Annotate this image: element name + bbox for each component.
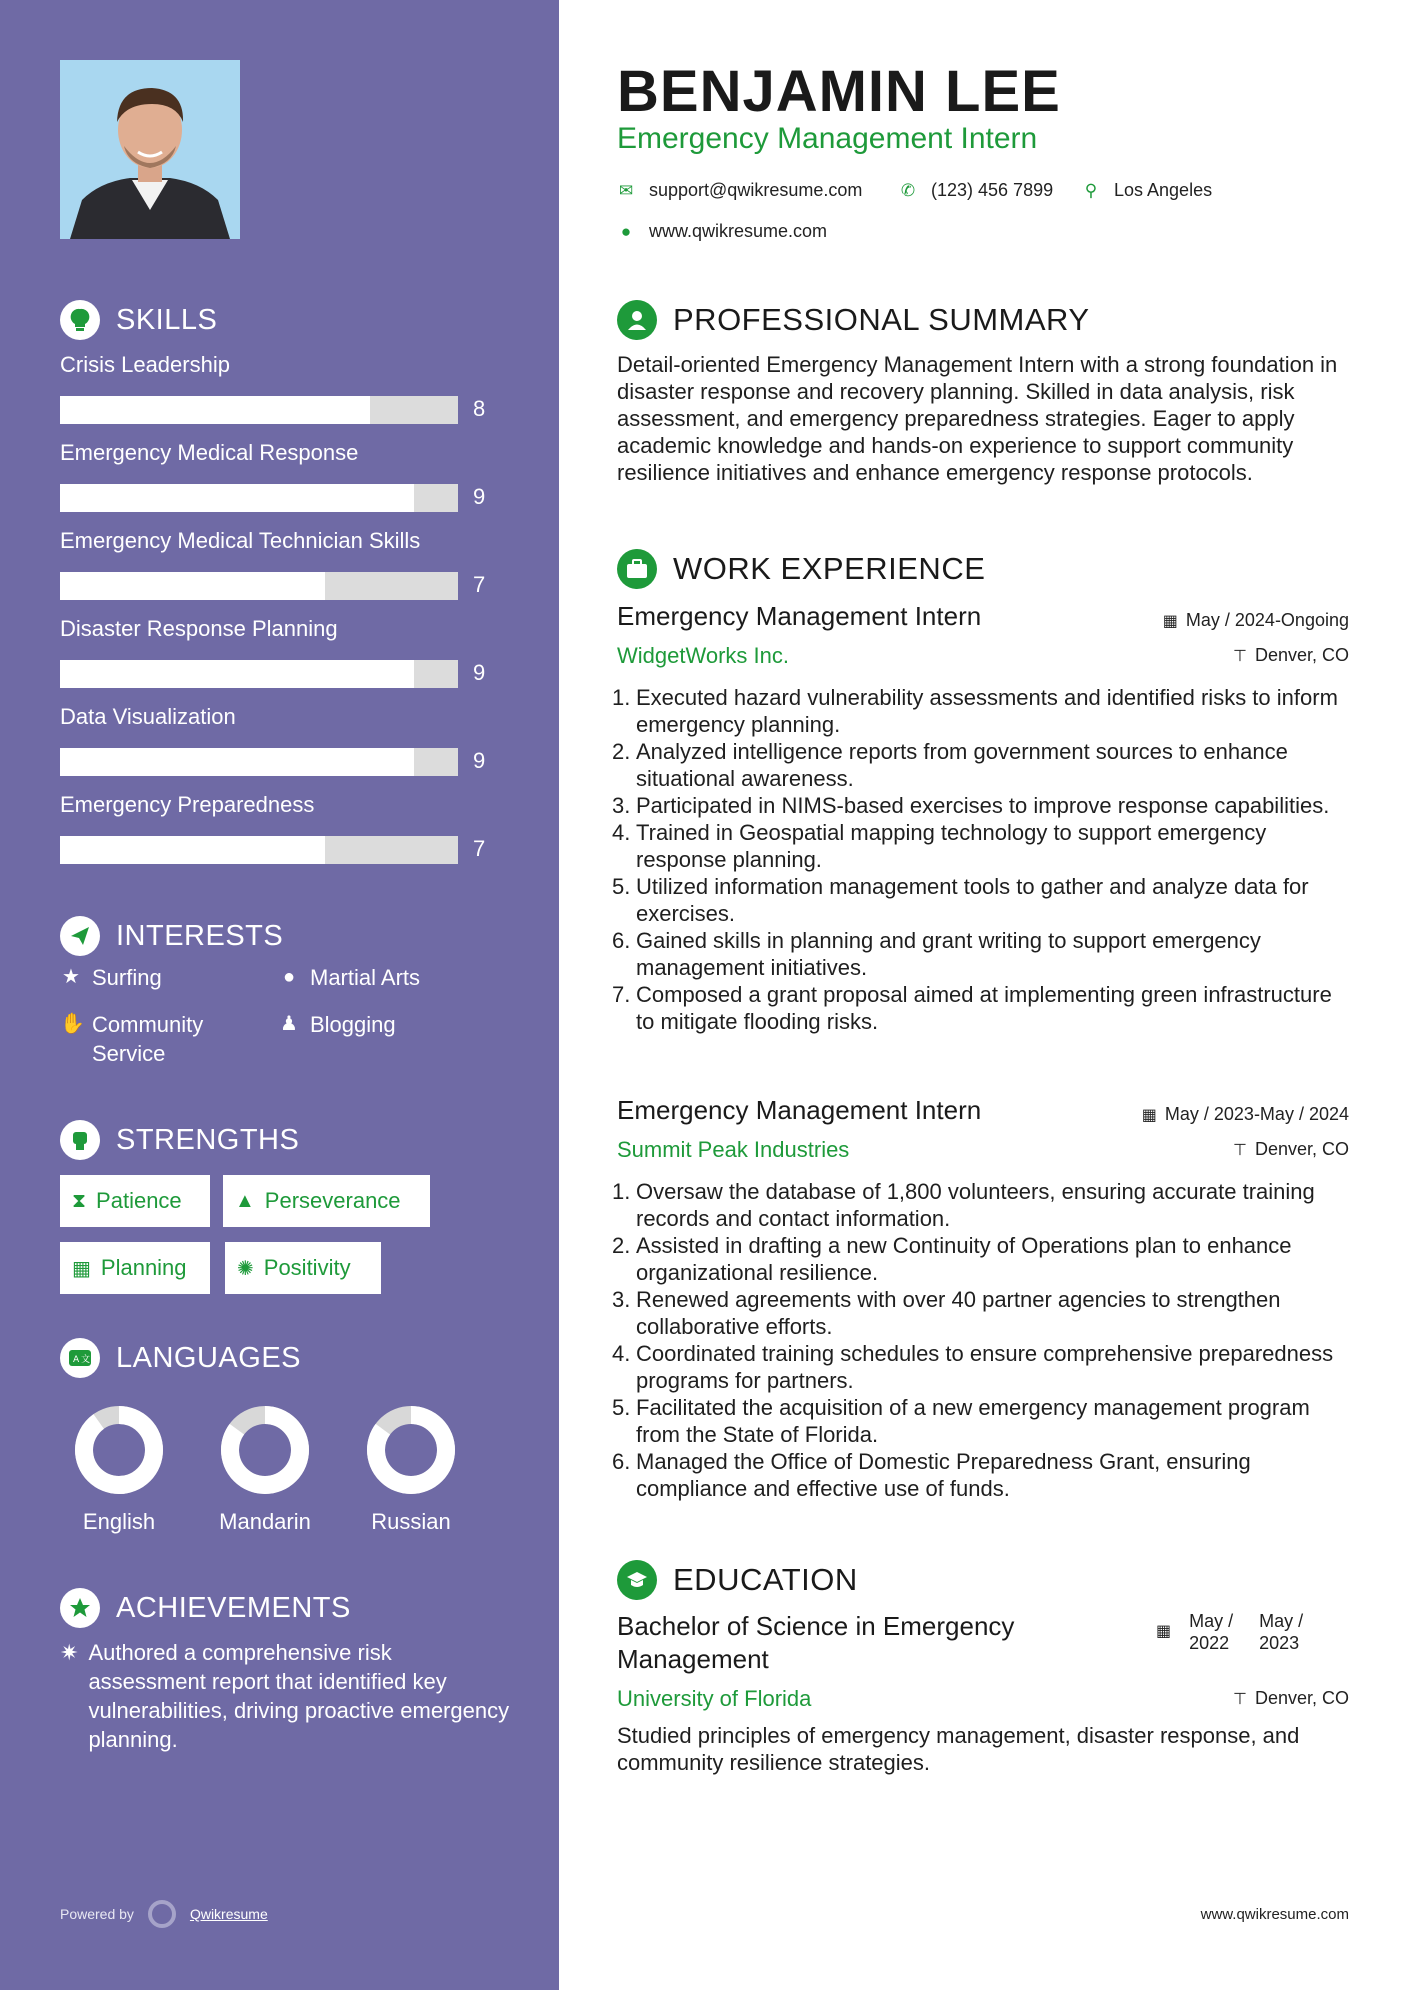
skill-name: Emergency Preparedness	[60, 792, 315, 817]
skill-item	[60, 616, 500, 685]
job-bullet	[612, 1394, 1352, 1448]
bullet-number: 2.	[612, 1233, 631, 1258]
skill-value: 9	[473, 484, 486, 509]
education-degree: Bachelor of Science in Emergency Management	[617, 1611, 1015, 1674]
skill-bar	[60, 836, 458, 864]
user-icon	[617, 300, 657, 340]
skill-bar-fill	[60, 572, 325, 600]
bullet-number: 5.	[612, 1395, 631, 1420]
skill-value: 9	[473, 660, 486, 685]
calendar-icon: ▦	[1141, 1106, 1157, 1124]
job-company: WidgetWorks Inc.	[617, 643, 789, 668]
bullet-text: Gained skills in planning and grant writing to support emergency management initiatives.	[636, 928, 1261, 980]
powered-by-text: Powered by	[60, 1906, 134, 1922]
education-description: Studied principles of emergency management, disaster response, and community resilience strategies.	[617, 1723, 1300, 1775]
job-dates	[1142, 1104, 1349, 1125]
strength-badge	[60, 1175, 210, 1227]
svg-text:文: 文	[81, 1355, 91, 1365]
sidebar	[0, 0, 559, 1990]
job-title: Emergency Management Intern	[617, 601, 982, 631]
pin-icon: ⊤	[1233, 1141, 1247, 1159]
language-level-ring	[74, 1405, 164, 1495]
experience-heading-text: WORK EXPERIENCE	[673, 551, 986, 586]
road-icon: ▲	[235, 1189, 255, 1212]
education-end: May / 2023	[1259, 1611, 1304, 1653]
interest-item	[278, 1010, 396, 1039]
skill-name: Disaster Response Planning	[60, 616, 338, 641]
bullet-text: Trained in Geospatial mapping technology to support emergency response planning.	[636, 820, 1267, 872]
job-dates	[1163, 610, 1349, 631]
strengths-heading-text: STRENGTHS	[116, 1123, 300, 1156]
powered-by	[60, 1900, 268, 1928]
job-bullet	[612, 873, 1352, 927]
education-heading-text: EDUCATION	[673, 1562, 858, 1597]
hourglass-icon: ⧗	[72, 1189, 87, 1212]
summary-heading-text: PROFESSIONAL SUMMARY	[673, 302, 1090, 337]
job-bullet	[612, 981, 1352, 1035]
skill-item	[60, 528, 500, 597]
bullet-text: Participated in NIMS-based exercises to improve response capabilities.	[636, 793, 1330, 818]
contact-email	[617, 180, 862, 201]
education-school: University of Florida	[617, 1686, 812, 1711]
bullet-text: Renewed agreements with over 40 partner agencies to strengthen collaborative efforts.	[636, 1287, 1281, 1339]
bullet-number: 3.	[612, 1287, 631, 1312]
job-title: Emergency Management Intern	[617, 1095, 982, 1125]
lightbulb-icon	[60, 300, 100, 340]
job-dates-text: May / 2023-May / 2024	[1164, 1104, 1349, 1124]
skill-item	[60, 792, 500, 861]
skill-value: 7	[473, 836, 486, 861]
experience-heading	[617, 549, 985, 589]
candidate-name: BENJAMIN LEE	[617, 59, 1061, 124]
skill-bar	[60, 396, 458, 424]
bullet-number: 5.	[612, 874, 631, 899]
strength-badge	[223, 1175, 430, 1227]
achievement-item	[60, 1638, 510, 1754]
svg-text:A: A	[73, 1355, 80, 1365]
award-icon	[60, 1588, 100, 1628]
language-item	[64, 1405, 174, 1535]
map-marker-icon: ⚲	[1084, 180, 1098, 200]
users-icon: ♟	[280, 1013, 298, 1035]
achievements-heading	[60, 1588, 351, 1628]
interest-item	[60, 1010, 240, 1068]
candidate-role: Emergency Management Intern	[617, 122, 1038, 155]
interest-label: Blogging	[310, 1012, 396, 1037]
education-start: May / 2022	[1189, 1611, 1234, 1653]
qwikresume-link[interactable]: Qwikresume	[189, 1906, 268, 1922]
interest-label: Surfing	[92, 965, 162, 990]
job-dates-text: May / 2024-Ongoing	[1185, 610, 1349, 630]
bullet-number: 1.	[612, 1179, 631, 1204]
bullet-number: 4.	[612, 1341, 631, 1366]
interests-heading-text: INTERESTS	[116, 919, 284, 952]
skill-bar	[60, 660, 458, 688]
pin-icon: ⊤	[1233, 1690, 1247, 1708]
skill-item	[60, 704, 500, 773]
bullet-number: 7.	[612, 982, 631, 1007]
bullet-number: 1.	[612, 685, 631, 710]
bullet-number: 2.	[612, 739, 631, 764]
contact-website	[617, 221, 827, 242]
job-bullet	[612, 1340, 1352, 1394]
job-bullet	[612, 1178, 1352, 1232]
job-bullet	[612, 819, 1352, 873]
job-company: Summit Peak Industries	[617, 1137, 850, 1162]
fist-icon	[60, 1120, 100, 1160]
language-label: English	[82, 1509, 156, 1534]
job-location	[1233, 645, 1349, 666]
sun-icon: ✺	[237, 1257, 254, 1280]
bullet-text: Managed the Office of Domestic Preparedness Grant, ensuring compliance and effective use of funds.	[636, 1449, 1251, 1501]
achievements-heading-text: ACHIEVEMENTS	[116, 1591, 351, 1624]
website-text[interactable]: www.qwikresume.com	[649, 221, 828, 241]
languages-heading	[60, 1338, 301, 1378]
interest-label: Community Service	[92, 1012, 204, 1066]
job-bullets	[612, 684, 1352, 1035]
bullet-text: Coordinated training schedules to ensure comprehensive preparedness programs for partners.	[636, 1341, 1334, 1393]
qwikresume-logo-icon	[148, 1900, 176, 1928]
paper-plane-icon	[60, 916, 100, 956]
contact-location	[1082, 180, 1212, 201]
job-bullet	[612, 927, 1352, 981]
contact-phone	[899, 180, 1053, 201]
achievement-text: Authored a comprehensive risk assessment report that identified key vulnerabilities, driving proactive emergency planning.	[88, 1640, 510, 1752]
language-item	[210, 1405, 320, 1535]
bullet-number: 3.	[612, 793, 631, 818]
bullet-number: 6.	[612, 928, 631, 953]
bullet-number: 6.	[612, 1449, 631, 1474]
skill-value: 9	[473, 748, 486, 773]
interest-item	[278, 963, 420, 992]
strength-label: Positivity	[263, 1255, 351, 1280]
bullet-text: Facilitated the acquisition of a new emergency management program from the State of Florida.	[636, 1395, 1310, 1447]
interest-label: Martial Arts	[310, 965, 421, 990]
bullet-number: 4.	[612, 820, 631, 845]
skill-bar	[60, 484, 458, 512]
education-location	[1233, 1688, 1349, 1709]
bullet-text: Oversaw the database of 1,800 volunteers, ensuring accurate training records and contact information.	[636, 1179, 1315, 1231]
skill-value: 7	[473, 572, 486, 597]
skill-bar-fill	[60, 836, 325, 864]
skill-name: Data Visualization	[60, 704, 236, 729]
strengths-heading	[60, 1120, 299, 1160]
skill-bar-fill	[60, 748, 414, 776]
profile-photo	[60, 60, 240, 239]
strength-badge	[60, 1242, 210, 1294]
calendar-icon: ▦	[1156, 1623, 1172, 1640]
language-label: Mandarin	[219, 1509, 311, 1534]
job-bullet	[612, 1232, 1352, 1286]
education-dates	[1156, 1610, 1311, 1654]
language-icon	[60, 1338, 100, 1378]
education-location-text: Denver, CO	[1254, 1688, 1349, 1708]
job-bullet	[612, 1448, 1352, 1502]
job-location-text: Denver, CO	[1254, 1139, 1349, 1159]
briefcase-icon	[617, 549, 657, 589]
strength-label: Perseverance	[264, 1188, 401, 1213]
interests-heading	[60, 916, 283, 956]
globe-icon: ●	[282, 966, 296, 988]
skill-name: Emergency Medical Technician Skills	[60, 528, 421, 553]
graduation-icon	[617, 1560, 657, 1600]
skill-name: Crisis Leadership	[60, 352, 230, 377]
skill-bar	[60, 572, 458, 600]
phone-icon: ✆	[900, 180, 916, 200]
language-level-ring	[220, 1405, 310, 1495]
summary-text: Detail-oriented Emergency Management Intern with a strong foundation in disaster response and recovery planning. Skilled in data analysis, risk assessment, and emergency preparedness strategies. Eager to apply academic knowledge and hands-on experience to support community resilience initiatives and enhance emergency response protocols.	[617, 352, 1338, 485]
pin-icon: ⊤	[1233, 647, 1247, 665]
languages-heading-text: LANGUAGES	[116, 1341, 301, 1374]
job-bullet	[612, 738, 1352, 792]
language-level-ring	[366, 1405, 456, 1495]
job-location-text: Denver, CO	[1254, 645, 1349, 665]
skill-bar-fill	[60, 660, 414, 688]
strength-label: Planning	[100, 1255, 187, 1280]
strength-badge	[225, 1242, 381, 1294]
bullet-text: Utilized information management tools to gather and analyze data for exercises.	[636, 874, 1309, 926]
hand-icon: ✋	[60, 1013, 85, 1035]
job-bullet	[612, 684, 1352, 738]
job-location	[1233, 1139, 1349, 1160]
calendar-icon: ▦	[1162, 612, 1178, 630]
skill-value: 8	[473, 396, 486, 421]
job-bullet	[612, 1286, 1352, 1340]
skills-heading-text: SKILLS	[116, 303, 218, 336]
skill-bar-fill	[60, 484, 414, 512]
phone-text: (123) 456 7899	[931, 180, 1054, 200]
profile-photo-art	[60, 60, 240, 239]
bullet-text: Composed a grant proposal aimed at implementing green infrastructure to mitigate flooding risks.	[636, 982, 1332, 1034]
skill-name: Emergency Medical Response	[60, 440, 359, 465]
language-label: Russian	[371, 1509, 451, 1534]
skill-item	[60, 352, 500, 421]
skills-heading	[60, 300, 217, 340]
location-text: Los Angeles	[1114, 180, 1213, 200]
bullet-text: Analyzed intelligence reports from government sources to enhance situational awareness.	[636, 739, 1288, 791]
summary-heading	[617, 300, 1090, 340]
job-bullets	[612, 1178, 1352, 1502]
interest-item	[60, 963, 162, 992]
job-bullet	[612, 792, 1352, 819]
language-item	[356, 1405, 466, 1535]
skill-bar	[60, 748, 458, 776]
footer-website[interactable]: www.qwikresume.com	[1200, 1906, 1349, 1923]
globe-icon: ●	[620, 221, 632, 241]
star-icon: ★	[62, 966, 80, 988]
language-ring-fill	[84, 1415, 154, 1485]
bullet-text: Executed hazard vulnerability assessments and identified risks to inform emergency planning.	[636, 685, 1338, 737]
bullet-text: Assisted in drafting a new Continuity of Operations plan to enhance organizational resilience.	[636, 1233, 1292, 1285]
education-heading	[617, 1560, 858, 1600]
skill-bar-fill	[60, 396, 370, 424]
email-text[interactable]: support@qwikresume.com	[649, 180, 863, 200]
strength-label: Patience	[96, 1188, 182, 1213]
envelope-icon: ✉	[618, 180, 634, 200]
calendar-icon: ▦	[72, 1257, 91, 1280]
skill-item	[60, 440, 500, 509]
star-burst-icon: ✷	[60, 1640, 79, 1665]
